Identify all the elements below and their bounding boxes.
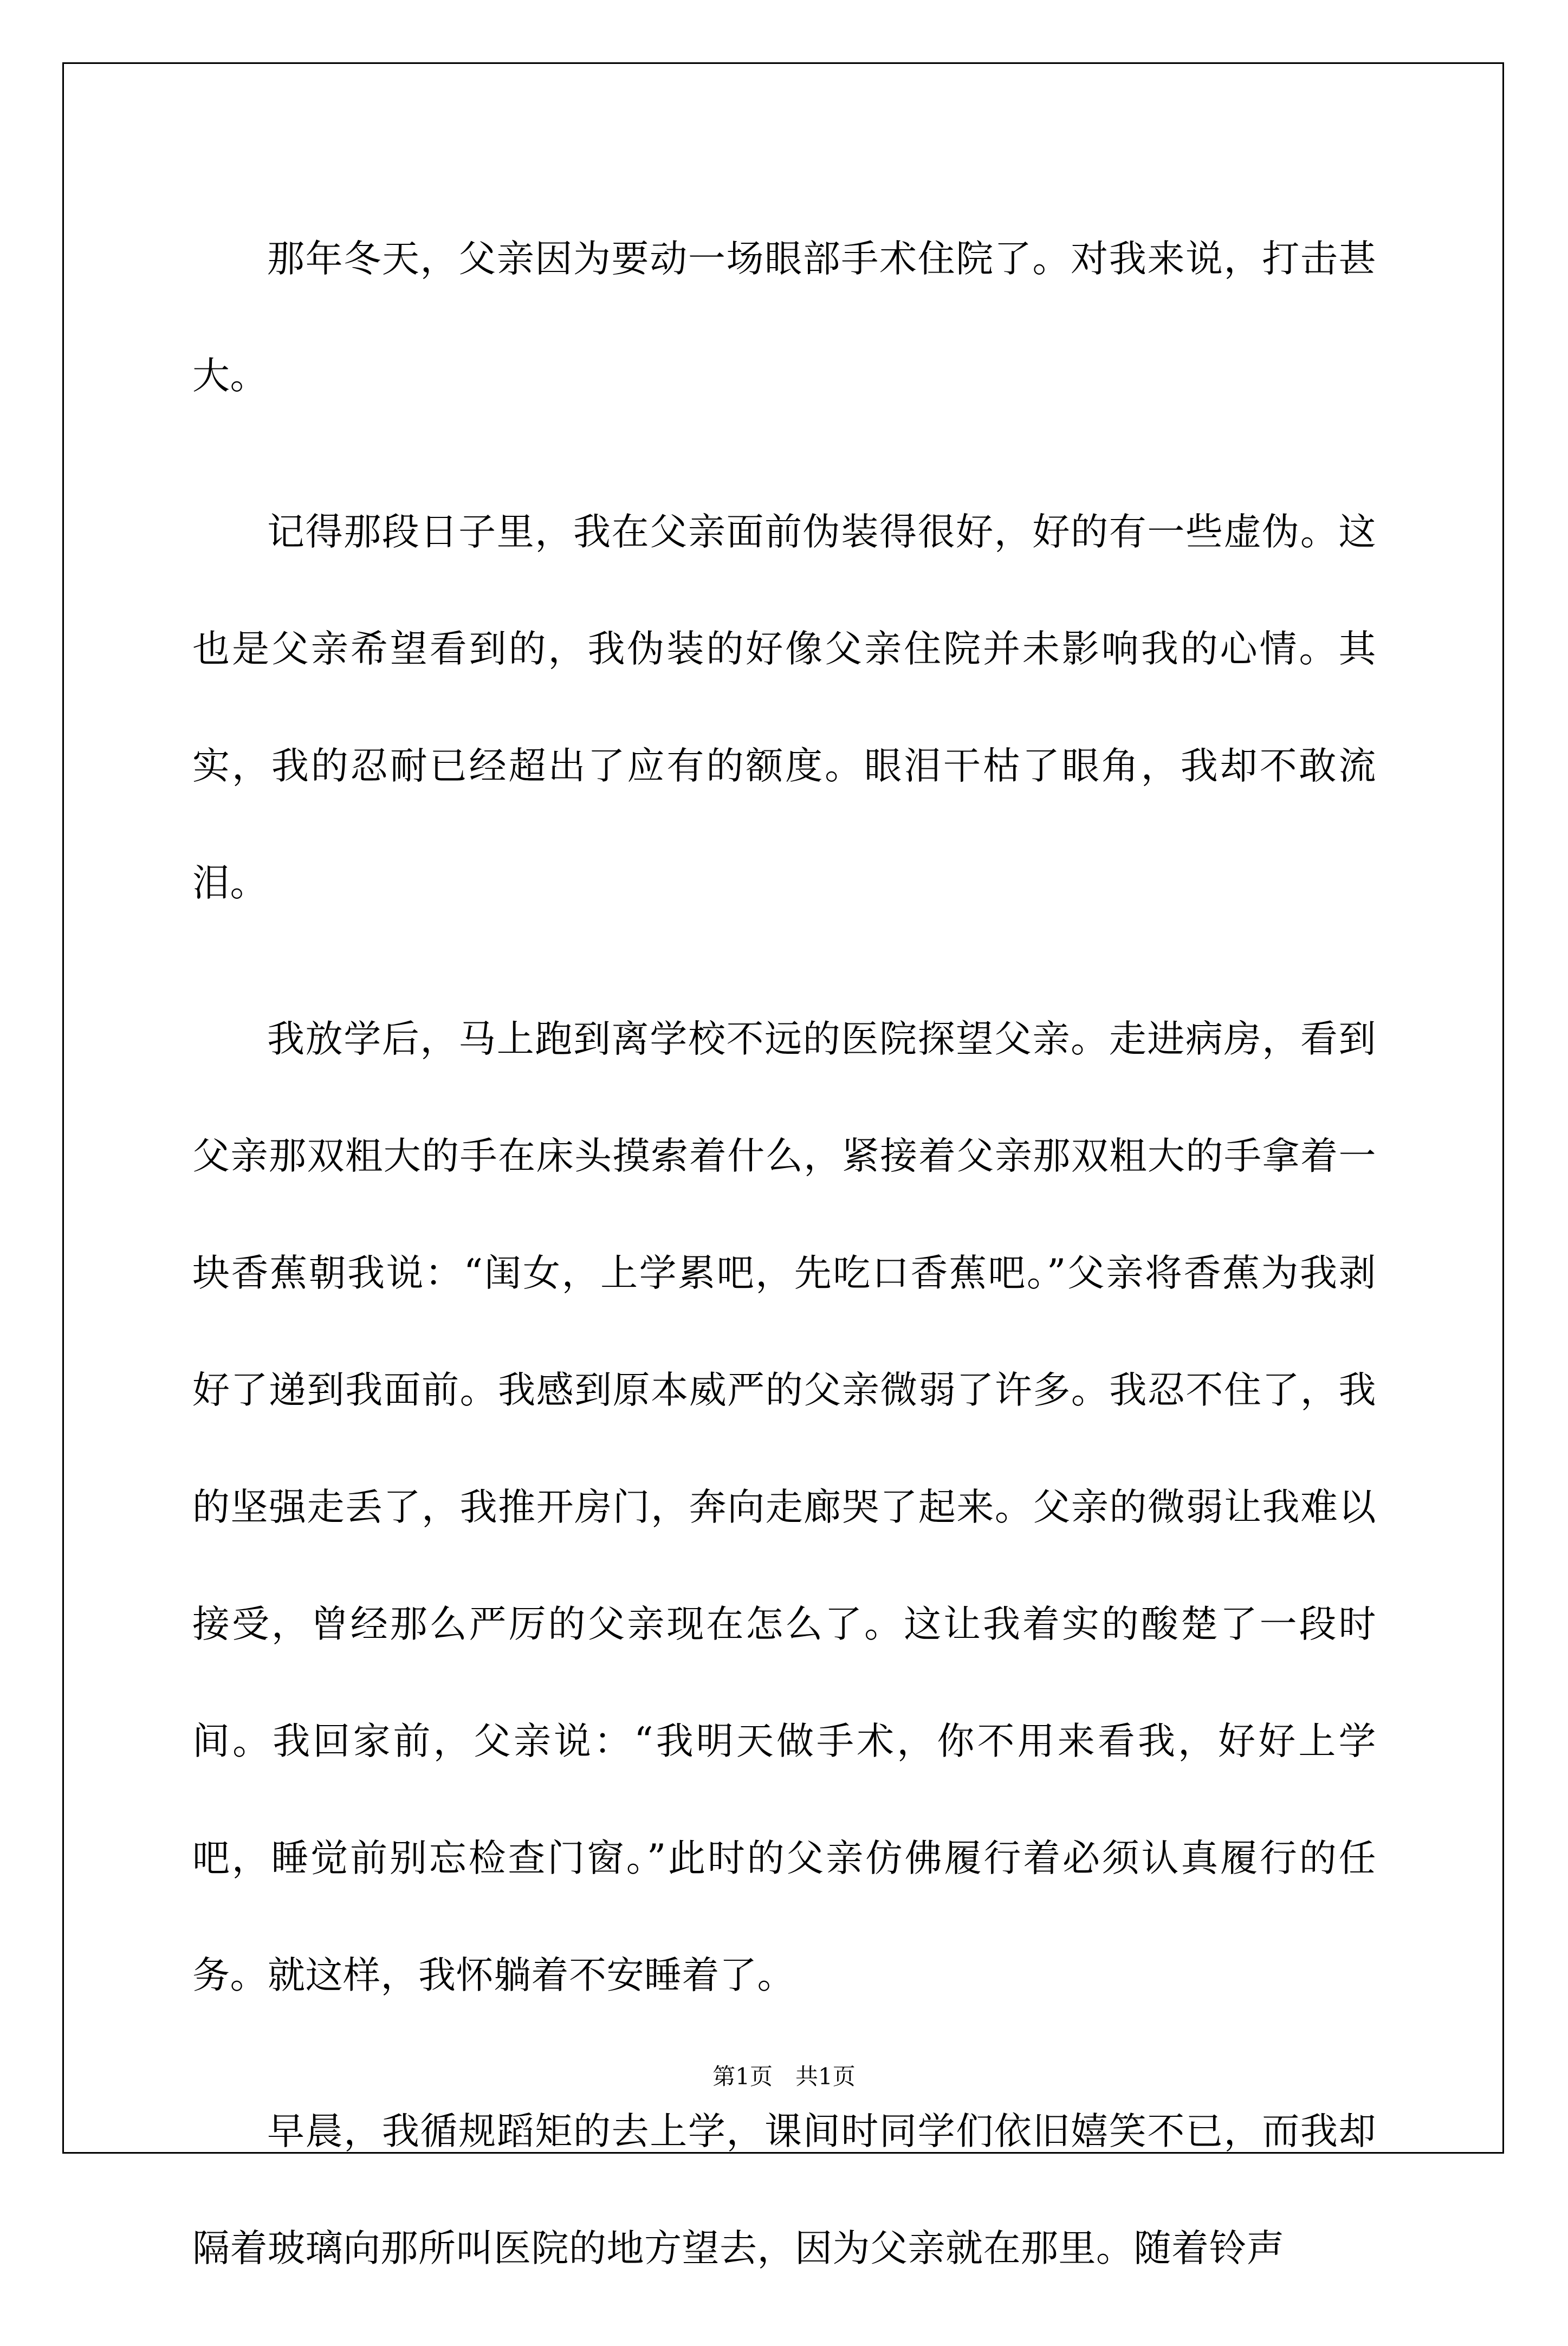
paragraph-1: 那年冬天，父亲因为要动一场眼部手术住院了。对我来说，打击甚大。 [192,237,1376,398]
document-body [192,200,1376,2346]
paragraph-4: 早晨，我循规蹈矩的去上学，课间时同学们依旧嬉笑不已，而我却隔着玻璃向那所叫医院的地方望去，因为父亲就在那里。随着铃声 [192,2110,1376,2270]
paragraph-3: 我放学后，马上跑到离学校不远的医院探望父亲。走进病房，看到父亲那双粗大的手在床头摸索着什么，紧接着父亲那双粗大的手拿着一块香蕉朝我说：“闺女，上学累吧，先吃口香蕉吧。”父亲将香蕉为我剥好了递到我面前。我感到原本威严的父亲微弱了许多。我忍不住了，我的坚强走丢了，我推开房门，奔向走廊哭了起来。父亲的微弱让我难以接受，曾经那么严厉的父亲现在怎么了。这让我着实的酸楚了一段时间。我回家前，父亲说：“我明天做手术，你不用来看我，好好上学吧，睡觉前别忘检查门窗。”此时的父亲仿佛履行着必须认真履行的任务。就这样，我怀躺着不安睡着了。 [192,1018,1376,1997]
page-footer: 第1页 共1页 [712,2063,856,2090]
paragraph-2: 记得那段日子里，我在父亲面前伪装得很好，好的有一些虚伪。这也是父亲希望看到的，我伪装的好像父亲住院并未影响我的心情。其实，我的忍耐已经超出了应有的额度。眼泪干枯了眼角，我却不敢流泪。 [192,510,1376,905]
